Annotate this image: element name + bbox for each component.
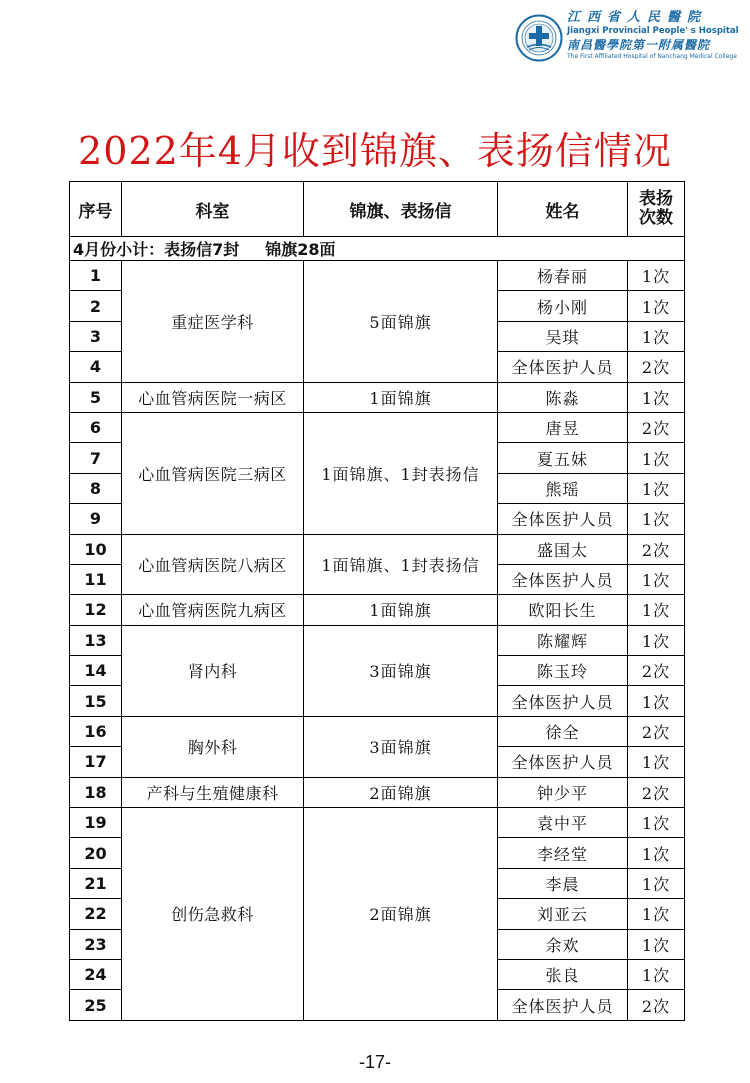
row-number: 24 <box>70 959 122 989</box>
department-cell: 肾内科 <box>122 625 304 716</box>
department-cell: 创伤急救科 <box>122 808 304 1021</box>
praise-times-cell: 1次 <box>628 595 685 625</box>
praise-times-cell: 1次 <box>628 321 685 351</box>
praise-times-cell: 1次 <box>628 838 685 868</box>
department-cell: 心血管病医院八病区 <box>122 534 304 595</box>
praise-times-cell: 1次 <box>628 291 685 321</box>
staff-name-cell: 全体医护人员 <box>498 686 628 716</box>
table-header-row <box>70 182 685 237</box>
table-body <box>70 237 685 1021</box>
praise-times-cell: 1次 <box>628 686 685 716</box>
praise-times-cell: 2次 <box>628 534 685 564</box>
praise-times-cell: 1次 <box>628 261 685 291</box>
staff-name-cell: 钟少平 <box>498 777 628 807</box>
staff-name-cell: 张良 <box>498 959 628 989</box>
table-row <box>70 716 685 746</box>
staff-name-cell: 熊瑶 <box>498 473 628 503</box>
staff-name-cell: 袁中平 <box>498 808 628 838</box>
row-number: 15 <box>70 686 122 716</box>
praise-times-cell: 1次 <box>628 747 685 777</box>
praise-times-cell: 2次 <box>628 412 685 442</box>
row-number: 14 <box>70 656 122 686</box>
staff-name-cell: 余欢 <box>498 929 628 959</box>
staff-name-cell: 夏五妹 <box>498 443 628 473</box>
praise-times-cell: 1次 <box>628 473 685 503</box>
staff-name-cell: 盛国太 <box>498 534 628 564</box>
row-number: 19 <box>70 808 122 838</box>
row-number: 4 <box>70 352 122 382</box>
row-number: 21 <box>70 868 122 898</box>
flag-cell: 1面锦旗 <box>304 382 498 412</box>
table-row <box>70 808 685 838</box>
row-number: 1 <box>70 261 122 291</box>
row-number: 10 <box>70 534 122 564</box>
header-flag: 锦旗、表扬信 <box>304 182 498 237</box>
hospital-name-en: Jiangxi Provincial People' s Hospital <box>567 26 739 36</box>
row-number: 12 <box>70 595 122 625</box>
praise-times-cell: 2次 <box>628 716 685 746</box>
department-cell: 重症医学科 <box>122 261 304 383</box>
page-title: 2022年4月收到锦旗、表扬信情况 <box>78 129 672 173</box>
praise-times-cell: 1次 <box>628 929 685 959</box>
flag-cell: 2面锦旗 <box>304 777 498 807</box>
flag-cell: 5面锦旗 <box>304 261 498 383</box>
praise-times-cell: 1次 <box>628 382 685 412</box>
staff-name-cell: 陈玉玲 <box>498 656 628 686</box>
header-times <box>628 182 685 237</box>
praise-times-cell: 2次 <box>628 990 685 1020</box>
staff-name-cell: 吴琪 <box>498 321 628 351</box>
praise-times-cell: 1次 <box>628 868 685 898</box>
staff-name-cell: 全体医护人员 <box>498 990 628 1020</box>
table-row <box>70 625 685 655</box>
row-number: 8 <box>70 473 122 503</box>
staff-name-cell: 徐全 <box>498 716 628 746</box>
row-number: 20 <box>70 838 122 868</box>
hospital-name-cn: 江西省人民醫院 <box>567 10 708 25</box>
row-number: 11 <box>70 564 122 594</box>
flag-cell: 2面锦旗 <box>304 808 498 1021</box>
hospital-logo-icon <box>515 14 563 62</box>
department-cell: 心血管病医院一病区 <box>122 382 304 412</box>
praise-times-cell: 2次 <box>628 352 685 382</box>
subtotal-label: 4月份小计：表扬信7封 <box>73 240 240 259</box>
praise-times-cell: 2次 <box>628 656 685 686</box>
department-cell: 心血管病医院九病区 <box>122 595 304 625</box>
table-row <box>70 777 685 807</box>
staff-name-cell: 陈耀辉 <box>498 625 628 655</box>
header-dept: 科室 <box>122 182 304 237</box>
row-number: 2 <box>70 291 122 321</box>
staff-name-cell: 杨小刚 <box>498 291 628 321</box>
staff-name-cell: 李晨 <box>498 868 628 898</box>
flag-cell: 3面锦旗 <box>304 716 498 777</box>
table-row <box>70 261 685 291</box>
row-number: 18 <box>70 777 122 807</box>
table-row <box>70 412 685 442</box>
header-times-label <box>628 190 684 228</box>
praise-times-cell: 1次 <box>628 564 685 594</box>
praise-times-cell: 1次 <box>628 504 685 534</box>
row-number: 17 <box>70 747 122 777</box>
staff-name-cell: 刘亚云 <box>498 899 628 929</box>
praise-times-cell: 2次 <box>628 777 685 807</box>
staff-name-cell: 陈淼 <box>498 382 628 412</box>
praise-times-cell: 1次 <box>628 443 685 473</box>
staff-name-cell: 唐昱 <box>498 412 628 442</box>
praise-times-cell: 1次 <box>628 808 685 838</box>
table-row <box>70 595 685 625</box>
praise-times-cell: 1次 <box>628 959 685 989</box>
flag-cell: 3面锦旗 <box>304 625 498 716</box>
praise-table <box>69 181 685 1021</box>
table-row <box>70 534 685 564</box>
flag-cell: 1面锦旗、1封表扬信 <box>304 412 498 534</box>
subtotal-flags: 锦旗28面 <box>265 240 336 259</box>
header-name: 姓名 <box>498 182 628 237</box>
row-number: 16 <box>70 716 122 746</box>
subtotal-row <box>70 237 685 261</box>
header-no: 序号 <box>70 182 122 237</box>
flag-cell: 1面锦旗 <box>304 595 498 625</box>
row-number: 6 <box>70 412 122 442</box>
department-cell: 胸外科 <box>122 716 304 777</box>
row-number: 25 <box>70 990 122 1020</box>
staff-name-cell: 全体医护人员 <box>498 504 628 534</box>
page-number: -17- <box>358 1052 391 1072</box>
row-number: 23 <box>70 929 122 959</box>
header-text <box>567 10 745 61</box>
subtotal-cell <box>70 237 685 261</box>
row-number: 5 <box>70 382 122 412</box>
hospital-subname-en: The First Affiliated Hospital of Nanchang Medical College <box>567 53 737 60</box>
flag-cell: 1面锦旗、1封表扬信 <box>304 534 498 595</box>
hospital-header <box>515 10 743 70</box>
row-number: 22 <box>70 899 122 929</box>
staff-name-cell: 全体医护人员 <box>498 352 628 382</box>
header-times-text: 表扬 次数 <box>639 189 673 228</box>
hospital-subname-cn: 南昌醫學院第一附属醫院 <box>567 38 711 52</box>
row-number: 7 <box>70 443 122 473</box>
department-cell: 心血管病医院三病区 <box>122 412 304 534</box>
row-number: 3 <box>70 321 122 351</box>
row-number: 9 <box>70 504 122 534</box>
staff-name-cell: 全体医护人员 <box>498 747 628 777</box>
row-number: 13 <box>70 625 122 655</box>
staff-name-cell: 杨春丽 <box>498 261 628 291</box>
table-row <box>70 382 685 412</box>
department-cell: 产科与生殖健康科 <box>122 777 304 807</box>
praise-times-cell: 1次 <box>628 625 685 655</box>
staff-name-cell: 全体医护人员 <box>498 564 628 594</box>
praise-times-cell: 1次 <box>628 899 685 929</box>
staff-name-cell: 欧阳长生 <box>498 595 628 625</box>
staff-name-cell: 李经堂 <box>498 838 628 868</box>
